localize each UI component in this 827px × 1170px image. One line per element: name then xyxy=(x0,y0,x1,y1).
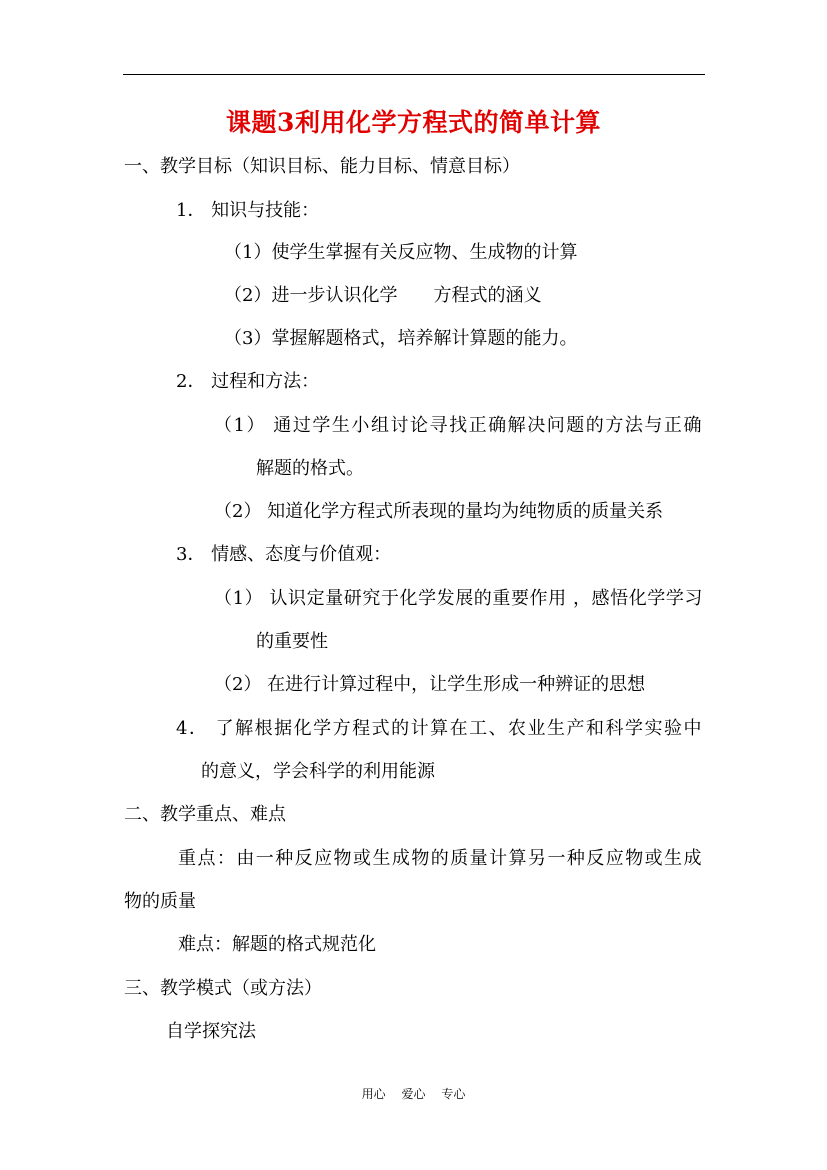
footer-text-1: 用心 xyxy=(361,1087,386,1101)
section-3-heading: 三、教学模式（或方法） xyxy=(124,978,322,999)
objective-1c: （3）掌握解题格式，培养解计算题的能力。 xyxy=(224,328,578,349)
objective-3a-line-2: 的重要性 xyxy=(256,631,328,652)
objective-3a-line-1: （1） 认识定量研究于化学发展的重要作用 ，感悟化学学习 xyxy=(214,588,703,609)
section-1-heading: 一、教学目标（知识目标、能力目标、情意目标） xyxy=(124,156,520,177)
objective-4-line-1: 4． 了解根据化学方程式的计算在工、农业生产和科学实验中 xyxy=(176,718,703,739)
objective-2-heading: 2． 过程和方法： xyxy=(176,371,320,392)
objective-1a: （1）使学生掌握有关反应物、生成物的计算 xyxy=(224,242,578,263)
objective-3-heading: 3． 情感、态度与价值观： xyxy=(176,544,392,565)
footer-text-2: 爱心 xyxy=(401,1087,426,1101)
objective-2a-line-2: 解题的格式。 xyxy=(256,458,364,479)
objective-3b: （2） 在进行计算过程中，让学生形成一种辨证的思想 xyxy=(214,674,646,695)
objective-4-line-2: 的意义，学会科学的利用能源 xyxy=(201,761,435,782)
page-title: 课题3利用化学方程式的简单计算 xyxy=(226,108,601,137)
objective-1b: （2）进一步认识化学 方程式的涵义 xyxy=(224,285,542,306)
key-point-line-2: 物的质量 xyxy=(124,891,196,912)
teaching-method: 自学探究法 xyxy=(166,1021,256,1042)
difficult-point: 难点：解题的格式规范化 xyxy=(178,934,376,955)
section-2-heading: 二、教学重点、难点 xyxy=(124,804,286,825)
key-point-line-1: 重点：由一种反应物或生成物的质量计算另一种反应物或生成 xyxy=(178,848,703,869)
objective-1-heading: 1． 知识与技能： xyxy=(176,200,320,221)
header-rule xyxy=(123,74,705,75)
page-footer xyxy=(0,1085,827,1102)
objective-2b: （2） 知道化学方程式所表现的量均为纯物质的质量关系 xyxy=(214,501,664,522)
footer-text-3: 专心 xyxy=(441,1087,466,1101)
objective-2a-line-1: （1） 通过学生小组讨论寻找正确解决问题的方法与正确 xyxy=(214,415,703,436)
